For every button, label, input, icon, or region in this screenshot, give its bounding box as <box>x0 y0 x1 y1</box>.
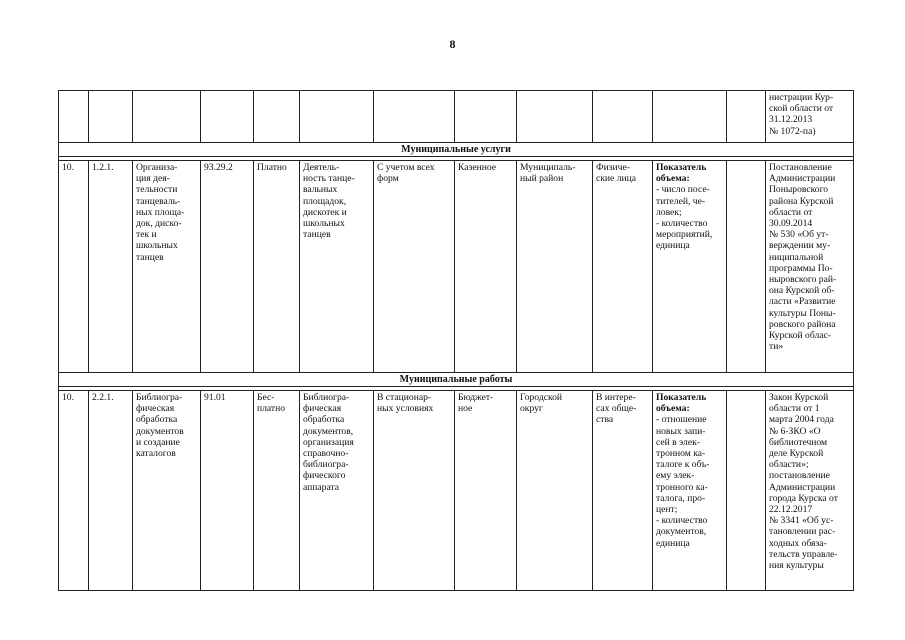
text-line: 22.12.2017 <box>769 504 813 516</box>
text-line: тановлении рас- <box>769 526 836 538</box>
indicator-title <box>656 162 723 184</box>
text-line: единица <box>656 537 690 549</box>
text-line: форм <box>377 173 399 185</box>
text-line: Администрации <box>769 173 836 185</box>
section-header-services <box>59 143 854 157</box>
section-header-works <box>59 373 854 387</box>
text-line: ность танце- <box>303 173 355 185</box>
row-code: 2.2.1. <box>89 391 133 591</box>
government-level <box>517 161 593 373</box>
service-content <box>300 161 374 373</box>
text-line: Курской облас- <box>769 330 831 342</box>
text-line: - число посе- <box>656 184 710 196</box>
text-line: В стационар- <box>377 392 432 403</box>
text-line: школьных <box>136 240 178 252</box>
okved-code: 91.01 <box>201 391 254 591</box>
text-line: объема: <box>656 173 690 185</box>
institution-type: Казенное <box>455 161 517 373</box>
text-line: Закон Курской <box>769 392 829 403</box>
government-level <box>517 391 593 591</box>
text-line: округ <box>520 403 543 415</box>
consumer-category <box>593 391 653 591</box>
okved-code: 93.29.2 <box>201 161 254 373</box>
text-line: области от 1 <box>769 403 820 415</box>
text-line: танцев <box>136 251 164 263</box>
text-line: нистрации Кур- <box>769 92 834 103</box>
text-line: Деятель- <box>303 162 340 173</box>
text-line: тек и <box>136 229 157 241</box>
text-line: сах обще- <box>596 403 637 415</box>
text-line: Показатель <box>656 392 707 403</box>
text-line: объема: <box>656 403 690 415</box>
text-line: дискотек и <box>303 206 347 218</box>
text-line: ской области от <box>769 103 834 115</box>
row-number: 10. <box>59 391 89 591</box>
text-line: ция дея- <box>136 173 170 185</box>
text-line: Физиче- <box>596 162 630 173</box>
text-line: сей в элек- <box>656 436 700 448</box>
text-line: ласти «Развитие <box>769 296 836 308</box>
text-line: программы По- <box>769 262 833 274</box>
text-line: культуры Поны- <box>769 307 836 319</box>
text-line: ровского района <box>769 318 836 330</box>
row-number: 10. <box>59 161 89 373</box>
text-line: ства <box>596 414 614 426</box>
text-line: тителей, че- <box>656 195 706 207</box>
text-line: танцеваль- <box>136 195 181 207</box>
payment-type <box>254 391 300 591</box>
text-line: она Курской об- <box>769 285 835 297</box>
text-line: площадок, <box>303 195 347 207</box>
text-line: новых запи- <box>656 425 706 437</box>
text-line: Муниципаль- <box>520 162 576 173</box>
text-line: ный район <box>520 173 564 185</box>
page-number: 8 <box>449 37 456 51</box>
provision-conditions <box>374 161 455 373</box>
text-line: Организа- <box>136 162 178 173</box>
text-line: фическая <box>136 403 175 415</box>
text-line: тронном ка- <box>656 448 706 460</box>
text-line: Бюджет- <box>458 392 494 403</box>
text-line: - отношение <box>656 414 707 426</box>
text-line: аппарата <box>303 481 340 493</box>
text-line: марта 2004 года <box>769 414 834 426</box>
text-line: фического <box>303 470 346 482</box>
text-line: и создание <box>136 436 180 448</box>
text-line: талоге к объ- <box>656 459 710 471</box>
text-line: обработка <box>303 414 345 426</box>
text-line: ниципальной <box>769 251 824 263</box>
text-line: С учетом всех <box>377 162 435 173</box>
text-line: Городской <box>520 392 563 403</box>
text-line: мероприятий, <box>656 229 713 241</box>
indicator-list <box>656 184 723 251</box>
payment-type: Платно <box>254 161 300 373</box>
text-line: ти» <box>769 341 784 353</box>
indicator-title <box>656 392 723 414</box>
text-line: ходных обяза- <box>769 537 827 549</box>
text-line: Поныровского <box>769 184 829 196</box>
text-line: Показатель <box>656 162 707 173</box>
text-line: Библиогра- <box>303 392 350 403</box>
section-title: Муниципальные услуги <box>59 143 854 157</box>
text-line: вальных <box>303 184 338 196</box>
text-line: области»; <box>769 459 809 471</box>
provision-conditions <box>374 391 455 591</box>
table-row-continuation <box>59 91 854 143</box>
text-line: справочно- <box>303 448 349 460</box>
text-line: фическая <box>303 403 342 415</box>
text-line: деле Курской <box>769 448 824 460</box>
text-line: ния культуры <box>769 560 824 572</box>
work-content <box>300 391 374 591</box>
text-line: верждении му- <box>769 240 831 252</box>
text-line: танцев <box>303 229 331 241</box>
text-line: библиотечном <box>769 436 828 448</box>
text-line: ские лица <box>596 173 637 185</box>
service-name <box>133 161 201 373</box>
text-line: единица <box>656 240 690 252</box>
table-row-service <box>59 161 854 373</box>
text-line: 30.09.2014 <box>769 218 813 230</box>
text-line: документов, <box>656 526 707 538</box>
indicators-cell <box>653 161 727 373</box>
legal-basis-cell <box>766 161 854 373</box>
extra-cell <box>727 391 766 591</box>
indicator-list <box>656 414 723 548</box>
text-line: ныровского рай- <box>769 274 837 286</box>
text-line: - количество <box>656 218 708 230</box>
text-line: док, диско- <box>136 218 182 230</box>
text-line: обработка <box>136 414 178 426</box>
text-line: тельств управле- <box>769 548 838 560</box>
text-line: № 530 «Об ут- <box>769 229 829 241</box>
text-line: В интере- <box>596 392 636 403</box>
text-line: - количество <box>656 515 708 527</box>
text-line: ное <box>458 403 473 415</box>
indicators-cell <box>653 391 727 591</box>
text-line: платно <box>257 403 286 415</box>
text-line: ных условиях <box>377 403 434 415</box>
registry-table <box>58 90 854 591</box>
text-line: № 1072-па) <box>769 125 816 137</box>
text-line: района Курской <box>769 195 834 207</box>
text-line: документов <box>136 425 184 437</box>
legal-basis-cell <box>766 391 854 591</box>
text-line: талога, про- <box>656 492 706 504</box>
text-line: Библиогра- <box>136 392 183 403</box>
extra-cell <box>727 161 766 373</box>
text-line: 31.12.2013 <box>769 114 813 126</box>
text-line: документов, <box>303 425 354 437</box>
text-line: № 3341 «Об ус- <box>769 515 834 527</box>
text-line: организация <box>303 436 354 448</box>
text-line: ных площа- <box>136 206 185 218</box>
text-line: Постановление <box>769 162 832 173</box>
text-line: № 6-ЗКО «О <box>769 425 821 437</box>
row-code: 1.2.1. <box>89 161 133 373</box>
legal-basis-cell <box>766 91 854 143</box>
text-line: школьных <box>303 218 345 230</box>
consumer-category <box>593 161 653 373</box>
text-line: постановление <box>769 470 830 482</box>
text-line: города Курска от <box>769 492 838 504</box>
institution-type <box>455 391 517 591</box>
text-line: ему элек- <box>656 470 695 482</box>
text-line: Администрации <box>769 481 836 493</box>
work-name <box>133 391 201 591</box>
text-line: тронного ка- <box>656 481 708 493</box>
section-title: Муниципальные работы <box>59 373 854 387</box>
text-line: области от <box>769 206 813 218</box>
text-line: каталогов <box>136 448 176 460</box>
text-line: тельности <box>136 184 178 196</box>
text-line: библиогра- <box>303 459 349 471</box>
table-row-work <box>59 391 854 591</box>
text-line: цент; <box>656 504 678 516</box>
text-line: Бес- <box>257 392 275 403</box>
text-line: ловек; <box>656 206 682 218</box>
